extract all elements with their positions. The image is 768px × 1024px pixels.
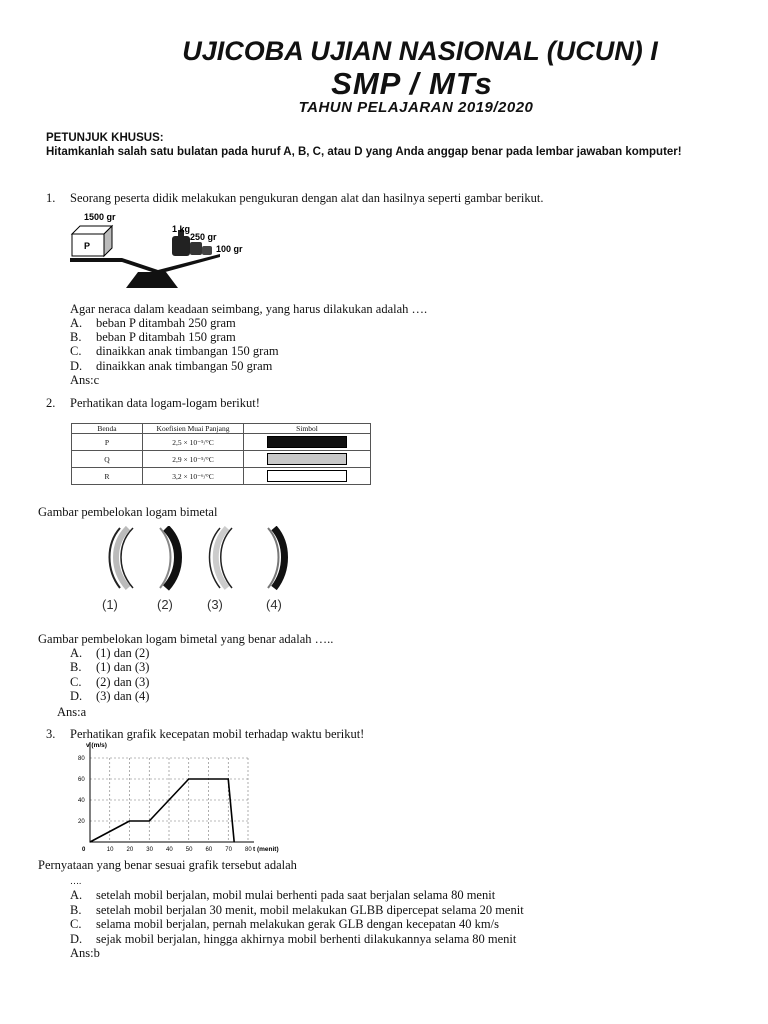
- x-tick-label: 50: [185, 847, 193, 853]
- mass-p-label: 1500 gr: [84, 212, 116, 222]
- bimetal-3: [210, 528, 233, 588]
- cell-benda: P: [72, 434, 143, 451]
- x-tick-label: 10: [106, 847, 114, 853]
- cell-simbol: [244, 434, 371, 451]
- academic-year: TAHUN PELAJARAN 2019/2020: [298, 99, 534, 116]
- chart-x-label: t (menit): [253, 846, 279, 853]
- velocity-time-chart: [70, 738, 300, 856]
- exam-title: UJICOBA UJIAN NASIONAL (UCUN) I: [182, 36, 658, 66]
- series-line: [90, 779, 234, 842]
- y-tick-label: 80: [78, 756, 85, 762]
- q2-prompt: Gambar pembelokan logam bimetal yang benar adalah …..: [38, 632, 334, 646]
- q3-number: 3.: [46, 727, 56, 741]
- bimetal-label-4: (4): [266, 597, 282, 612]
- x-tick-label: 30: [146, 847, 153, 853]
- q3-option-c: C. selama mobil berjalan, pernah melakukan gerak GLB dengan kecepatan 40 km/s: [70, 917, 499, 931]
- bimetal-4: [268, 528, 285, 588]
- cell-koef: 2,9 × 10⁻⁵/°C: [143, 451, 244, 468]
- cell-simbol: [244, 451, 371, 468]
- q2-option-c: C. (2) dan (3): [70, 675, 150, 689]
- x-tick-label: 40: [166, 847, 173, 853]
- instructions-text: Hitamkanlah salah satu bulatan pada huruf A, B, C, atau D yang Anda anggap benar pada lembar jawaban komputer!: [46, 146, 682, 158]
- bimetal-label-1: (1): [102, 597, 118, 612]
- metal-data-table: [71, 423, 371, 485]
- q3-text: Perhatikan grafik kecepatan mobil terhadap waktu berikut!: [70, 727, 365, 741]
- q2-number: 2.: [46, 396, 56, 410]
- cell-koef: 2,5 × 10⁻⁵/°C: [143, 434, 244, 451]
- q1-number: 1.: [46, 191, 56, 205]
- data-point: [89, 841, 90, 842]
- weight-250gr-label: 250 gr: [190, 232, 217, 242]
- table-row: [72, 451, 371, 468]
- q2-caption: Gambar pembelokan logam bimetal: [38, 505, 218, 519]
- q1-option-d: D. dinaikkan anak timbangan 50 gram: [70, 359, 273, 373]
- q3-prompt: Pernyataan yang benar sesuai grafik tersebut adalah: [38, 858, 297, 872]
- bimetal-figures: [90, 526, 310, 592]
- table-row: [72, 468, 371, 485]
- q1-prompt: Agar neraca dalam keadaan seimbang, yang harus dilakukan adalah ….: [70, 302, 428, 316]
- q1-answer: Ans:c: [70, 373, 100, 387]
- x-tick-label: 0: [82, 847, 86, 853]
- y-tick-label: 60: [78, 777, 85, 783]
- symbol-swatch: [267, 436, 347, 448]
- q1-text: Seorang peserta didik melakukan pengukuran dengan alat dan hasilnya seperti gambar berikut.: [70, 191, 544, 205]
- balance-base: [126, 272, 178, 288]
- q2-option-a: A. (1) dan (2): [70, 646, 150, 660]
- q1-option-b: B. beban P ditambah 150 gram: [70, 330, 236, 344]
- q2-answer: Ans:a: [57, 705, 87, 719]
- symbol-swatch: [267, 453, 347, 465]
- data-point: [129, 820, 130, 821]
- balance-beam: [70, 254, 220, 274]
- q2-option-b: B. (1) dan (3): [70, 660, 150, 674]
- q3-option-a: A. setelah mobil berjalan, mobil mulai berhenti pada saat berjalan selama 80 menit: [70, 888, 496, 902]
- chart-y-label: v (m/s): [86, 742, 107, 749]
- symbol-swatch: [267, 470, 347, 482]
- y-tick-label: 20: [78, 819, 85, 825]
- bimetal-1: [110, 528, 134, 588]
- x-tick-label: 60: [205, 847, 213, 853]
- exam-level: SMP / MTs: [331, 66, 493, 101]
- bimetal-2: [160, 528, 178, 588]
- data-point: [149, 820, 150, 821]
- q3-option-b: B. setelah mobil berjalan 30 menit, mobil melakukan GLBB dipercepat selama 20 menit: [70, 903, 524, 917]
- weight-100gr-label: 100 gr: [216, 244, 243, 254]
- q2-option-d: D. (3) dan (4): [70, 689, 150, 703]
- cell-benda: R: [72, 468, 143, 485]
- q1-option-a: A. beban P ditambah 250 gram: [70, 316, 236, 330]
- x-tick-label: 70: [225, 847, 232, 853]
- q3-dots: ….: [70, 876, 82, 886]
- y-tick-label: 40: [78, 798, 85, 804]
- x-tick-label: 20: [126, 847, 134, 853]
- data-point: [188, 778, 189, 779]
- table-row: [72, 434, 371, 451]
- instructions: [46, 131, 726, 159]
- weight-1kg-label: 1 kg: [172, 224, 191, 234]
- x-tick-label: 80: [245, 847, 252, 853]
- col-benda: Benda: [72, 424, 143, 434]
- q3-answer: Ans:b: [70, 946, 100, 960]
- cell-koef: 3,2 × 10⁻⁶/°C: [143, 468, 244, 485]
- instructions-heading: PETUNJUK KHUSUS:: [46, 132, 164, 144]
- data-point: [234, 841, 235, 842]
- balance-scale-figure: [66, 208, 266, 298]
- cell-benda: Q: [72, 451, 143, 468]
- q3-option-d: D. sejak mobil berjalan, hingga akhirnya mobil berhenti dilakukannya selama 80 menit: [70, 932, 517, 946]
- cell-simbol: [244, 468, 371, 485]
- box-p-label: P: [84, 241, 91, 251]
- data-point: [228, 778, 229, 779]
- q1-option-c: C. dinaikkan anak timbangan 150 gram: [70, 344, 279, 358]
- col-simbol: Simbol: [244, 424, 371, 434]
- bimetal-label-2: (2): [157, 597, 173, 612]
- bimetal-label-3: (3): [207, 597, 223, 612]
- q2-text: Perhatikan data logam-logam berikut!: [70, 396, 260, 410]
- table-header-row: [72, 424, 371, 434]
- col-koefisien: Koefisien Muai Panjang: [143, 424, 244, 434]
